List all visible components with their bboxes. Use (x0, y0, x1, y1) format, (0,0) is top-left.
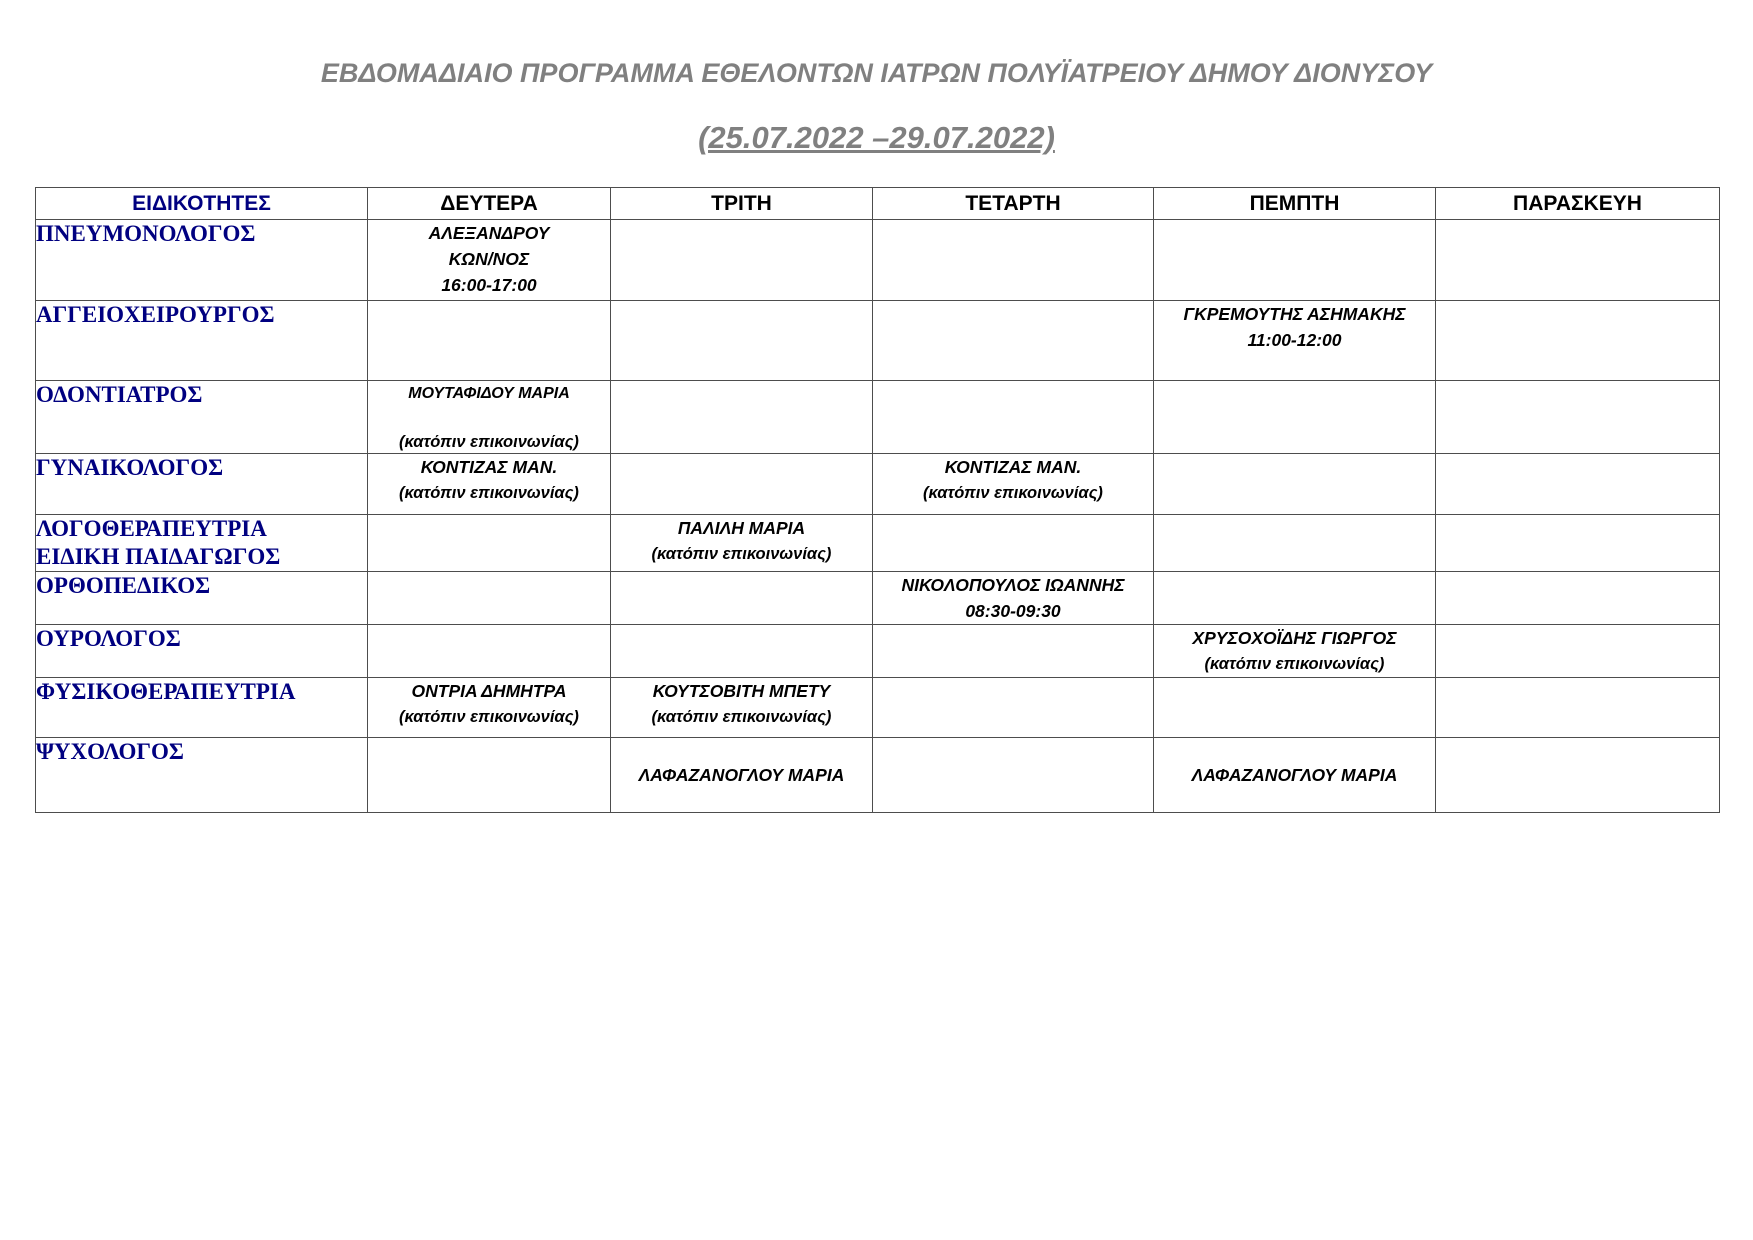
time-slot: 08:30-09:30 (965, 601, 1061, 621)
schedule-cell-monday (368, 381, 611, 454)
schedule-cell-thursday (1154, 454, 1436, 515)
schedule-cell-thursday (1154, 678, 1436, 738)
schedule-cell-tuesday (611, 515, 873, 572)
schedule-cell-wednesday (873, 381, 1154, 454)
specialty-cell: ΓΥΝΑΙΚΟΛΟΓΟΣ (36, 454, 368, 515)
specialty-cell: ΛΟΓΟΘΕΡΑΠΕΥΤΡΙΑ ΕΙΔΙΚΗ ΠΑΙΔΑΓΩΓΟΣ (36, 515, 368, 572)
schedule-cell-thursday (1154, 515, 1436, 572)
schedule-cell-friday (1436, 572, 1720, 625)
schedule-cell-tuesday (611, 381, 873, 454)
doctor-name: ΚΩΝ/ΝΟΣ (448, 249, 530, 269)
table-row (36, 381, 1720, 454)
table-row (36, 738, 1720, 813)
doctor-name: ΜΟΥΤΑΦΙΔΟΥ ΜΑΡΙΑ (408, 385, 570, 402)
schedule-cell-wednesday (873, 515, 1154, 572)
schedule-cell-monday (368, 515, 611, 572)
schedule-cell-monday (368, 454, 611, 515)
table-header-row (36, 188, 1720, 220)
schedule-cell-friday (1436, 625, 1720, 678)
schedule-cell-thursday (1154, 220, 1436, 301)
header-friday: ΠΑΡΑΣΚΕΥΗ (1436, 188, 1720, 220)
schedule-cell-wednesday (873, 301, 1154, 381)
schedule-cell-thursday (1154, 738, 1436, 813)
appointment-note: (κατόπιν επικοινωνίας) (399, 708, 579, 726)
schedule-cell-friday (1436, 678, 1720, 738)
doctor-name: ΓΚΡΕΜΟΥΤΗΣ ΑΣΗΜΑΚΗΣ (1183, 304, 1406, 324)
schedule-cell-tuesday (611, 738, 873, 813)
doctor-name: ΠΑΛΙΛΗ ΜΑΡΙΑ (677, 518, 806, 538)
appointment-note: (κατόπιν επικοινωνίας) (923, 484, 1103, 502)
doctor-name: ΑΛΕΞΑΝΔΡΟΥ (428, 223, 550, 243)
specialty-cell: ΟΔΟΝΤΙΑΤΡΟΣ (36, 381, 368, 454)
appointment-note: (κατόπιν επικοινωνίας) (1204, 655, 1385, 673)
schedule-cell-wednesday (873, 572, 1154, 625)
schedule-cell-friday (1436, 738, 1720, 813)
doctor-name: ΛΑΦΑΖΑΝΟΓΛΟΥ ΜΑΡΙΑ (638, 765, 845, 785)
schedule-cell-thursday (1154, 572, 1436, 625)
schedule-cell-tuesday (611, 678, 873, 738)
schedule-cell-tuesday (611, 301, 873, 381)
appointment-note: (κατόπιν επικοινωνίας) (399, 484, 579, 502)
specialty-cell: ΟΡΘΟΠΕΔΙΚΟΣ (36, 572, 368, 625)
schedule-cell-friday (1436, 220, 1720, 301)
time-slot: 16:00-17:00 (441, 275, 537, 295)
doctor-name: ΚΟΥΤΣΟΒΙΤΗ ΜΠΕΤΥ (652, 681, 831, 701)
header-tuesday: ΤΡΙΤΗ (611, 188, 873, 220)
schedule-cell-friday (1436, 515, 1720, 572)
schedule-cell-wednesday (873, 220, 1154, 301)
doctor-name: ΧΡΥΣΟΧΟΪΔΗΣ ΓΙΩΡΓΟΣ (1192, 628, 1397, 648)
header-wednesday: ΤΕΤΑΡΤΗ (873, 188, 1154, 220)
header-specialties: ΕΙΔΙΚΟΤΗΤΕΣ (36, 188, 368, 220)
specialty-cell: ΨΥΧΟΛΟΓΟΣ (36, 738, 368, 813)
schedule-cell-monday (368, 220, 611, 301)
specialty-cell: ΦΥΣΙΚΟΘΕΡΑΠΕΥΤΡΙΑ (36, 678, 368, 738)
header-monday: ΔΕΥΤΕΡΑ (368, 188, 611, 220)
schedule-cell-monday (368, 301, 611, 381)
schedule-cell-friday (1436, 454, 1720, 515)
schedule-cell-thursday (1154, 381, 1436, 454)
table-row (36, 454, 1720, 515)
doctor-name: ΚΟΝΤΙΖΑΣ ΜΑΝ. (944, 457, 1082, 477)
schedule-cell-monday (368, 678, 611, 738)
header-thursday: ΠΕΜΠΤΗ (1154, 188, 1436, 220)
table-row (36, 572, 1720, 625)
schedule-table (35, 187, 1720, 813)
schedule-cell-wednesday (873, 678, 1154, 738)
table-row (36, 625, 1720, 678)
date-range: (25.07.2022 –29.07.2022) (698, 120, 1055, 155)
table-row (36, 678, 1720, 738)
schedule-cell-tuesday (611, 454, 873, 515)
schedule-cell-monday (368, 572, 611, 625)
schedule-cell-tuesday (611, 572, 873, 625)
specialty-cell: ΑΓΓΕΙΟΧΕΙΡΟΥΡΓΟΣ (36, 301, 368, 381)
table-row (36, 515, 1720, 572)
doctor-name: ΛΑΦΑΖΑΝΟΓΛΟΥ ΜΑΡΙΑ (1191, 765, 1398, 785)
schedule-cell-monday (368, 625, 611, 678)
schedule-cell-wednesday (873, 738, 1154, 813)
document-title: ΕΒΔΟΜΑΔΙΑΙΟ ΠΡΟΓΡΑΜΜΑ ΕΘΕΛΟΝΤΩΝ ΙΑΤΡΩΝ ΠΟΛΥΪΑΤΡΕΙΟΥ ΔΗΜΟΥ ΔΙΟΝΥΣΟΥ (320, 58, 1433, 88)
schedule-cell-wednesday (873, 625, 1154, 678)
doctor-name: ΝΙΚΟΛΟΠΟΥΛΟΣ ΙΩΑΝΝΗΣ (901, 575, 1125, 595)
table-row (36, 220, 1720, 301)
appointment-note: (κατόπιν επικοινωνίας) (651, 708, 832, 726)
schedule-cell-wednesday (873, 454, 1154, 515)
time-slot: 11:00-12:00 (1247, 330, 1342, 350)
schedule-cell-tuesday (611, 625, 873, 678)
doctor-name: ΟΝΤΡΙΑ ΔΗΜΗΤΡΑ (411, 681, 567, 701)
schedule-cell-thursday (1154, 625, 1436, 678)
schedule-cell-friday (1436, 381, 1720, 454)
appointment-note: (κατόπιν επικοινωνίας) (651, 545, 832, 563)
schedule-cell-thursday (1154, 301, 1436, 381)
schedule-cell-tuesday (611, 220, 873, 301)
specialty-cell: ΟΥΡΟΛΟΓΟΣ (36, 625, 368, 678)
doctor-name: ΚΟΝΤΙΖΑΣ ΜΑΝ. (420, 457, 558, 477)
appointment-note: (κατόπιν επικοινωνίας) (399, 433, 579, 451)
table-row (36, 301, 1720, 381)
specialty-cell: ΠΝΕΥΜΟΝΟΛΟΓΟΣ (36, 220, 368, 301)
schedule-cell-friday (1436, 301, 1720, 381)
schedule-cell-monday (368, 738, 611, 813)
